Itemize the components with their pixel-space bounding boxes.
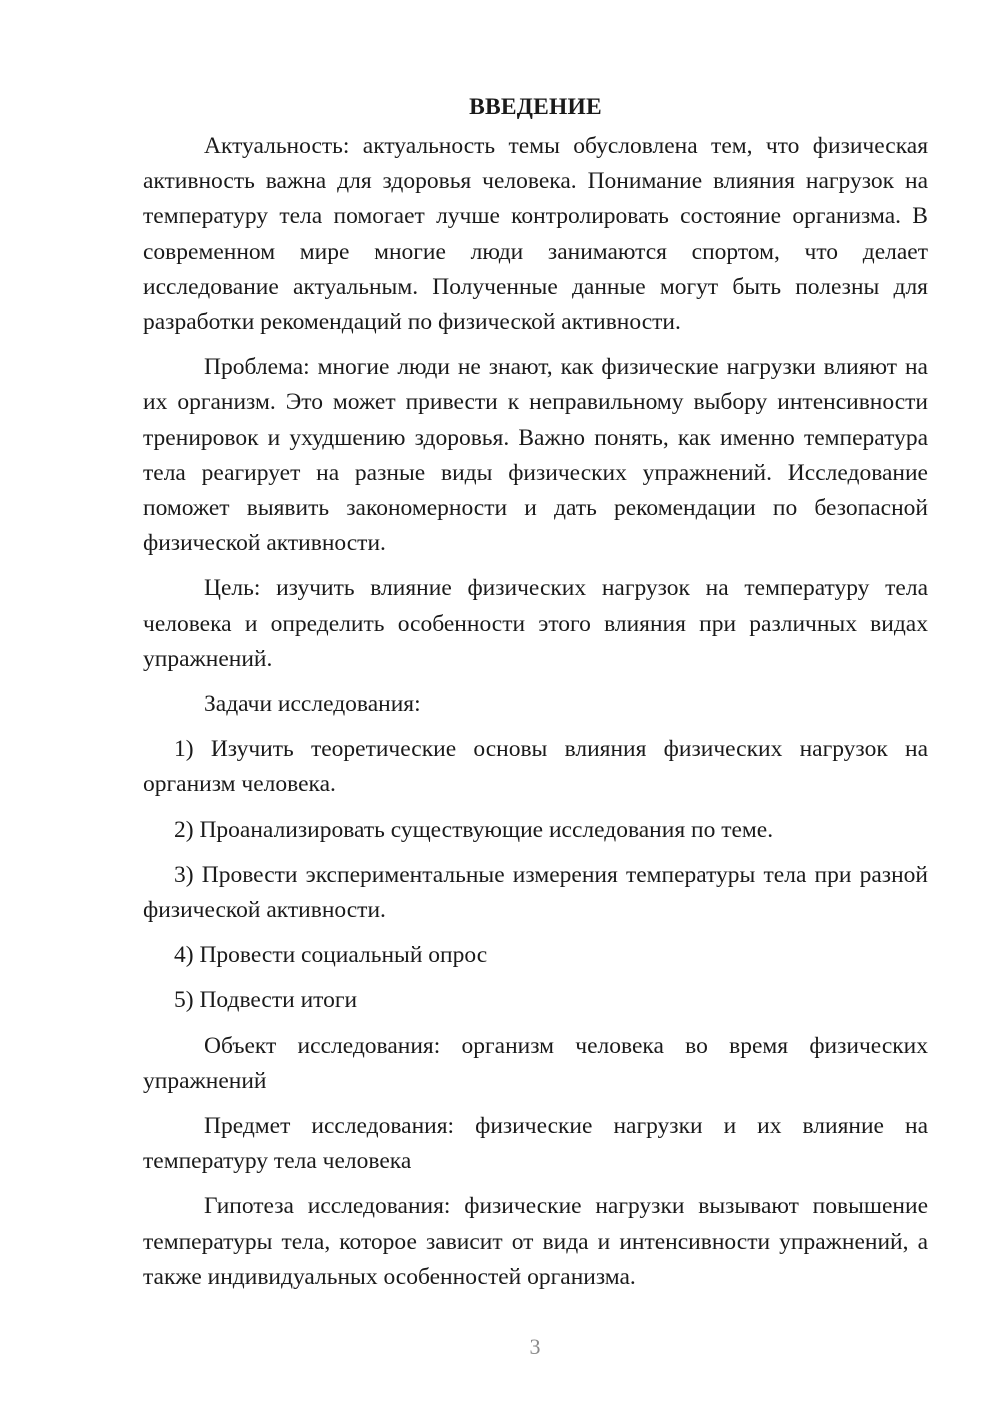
- paragraph-subject: Предмет исследования: физические нагрузки и их влияние на температуру тела человека: [143, 1113, 928, 1175]
- paragraph-relevance: Актуальность: актуальность темы обусловлена тем, что физическая активность важна для здоровья человека. Понимание влияния нагрузок на температуру тела помогает лучше контролировать состояние организма. В современном мире многие люди занимаются спортом, что делает исследование актуальным. Полученные данные могут быть полезны для разработки рекомендаций по физической активности.: [143, 133, 928, 336]
- tasks-heading: Задачи исследования:: [204, 691, 421, 718]
- task-item: 2) Проанализировать существующие исследования по теме.: [174, 816, 774, 843]
- paragraph-problem: Проблема: многие люди не знают, как физические нагрузки влияют на их организм. Это может привести к неправильному выбору интенсивности тренировок и ухудшению здоровья. Важно понять, как именно температура тела реагирует на разные виды физических упражнений. Исследование поможет выявить закономерности и дать рекомендации по безопасной физической активности.: [143, 354, 928, 557]
- document-page: [143, 90, 928, 1305]
- section-title: ВВЕДЕНИЕ: [469, 94, 602, 120]
- paragraph-object: Объект исследования: организм человека во время физических упражнений: [143, 1032, 928, 1094]
- page-number: 3: [529, 1334, 541, 1359]
- task-item: 4) Провести социальный опрос: [174, 942, 488, 969]
- task-item: 5) Подвести итоги: [174, 987, 358, 1014]
- paragraph-hypothesis: Гипотеза исследования: физические нагрузки вызывают повышение температуры тела, которое зависит от вида и интенсивности упражнений, а также индивидуальных особенностей организма.: [143, 1193, 928, 1290]
- task-item: 1) Изучить теоретические основы влияния физических нагрузок на организм человека.: [143, 736, 928, 798]
- paragraph-goal: Цель: изучить влияние физических нагрузок на температуру тела человека и определить особенности этого влияния при различных видах упражнений.: [143, 575, 928, 672]
- task-item: 3) Провести экспериментальные измерения температуры тела при разной физической активности.: [143, 861, 928, 924]
